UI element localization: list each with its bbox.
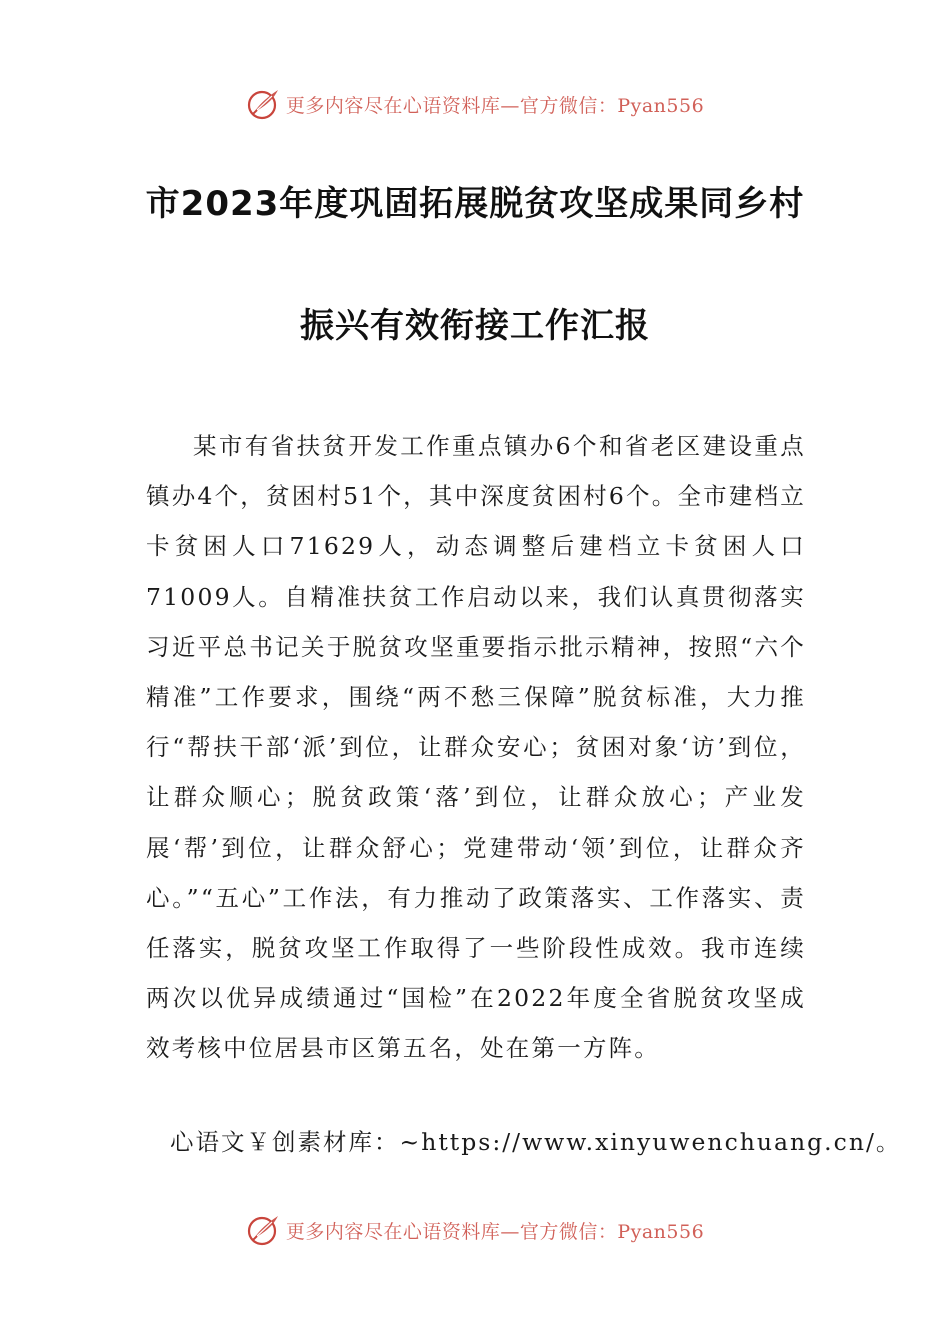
document-title-line-1: 市2023年度巩固拓展脱贫攻坚成果同乡村 <box>145 184 805 224</box>
quill-logo-icon <box>246 86 282 122</box>
body-paragraph: 某市有省扶贫开发工作重点镇办6个和省老区建设重点镇办4个，贫困村51个，其中深度贫困村6个。全市建档立卡贫困人口71629人，动态调整后建档立卡贫困人口71009人。自精准扶贫工作启动以来，我们认真贯彻落实习近平总书记关于脱贫攻坚重要指示批示精神，按照“六个精准”工作要求，围绕“两不愁三保障”脱贫标准，大力推行“帮扶干部‘派’到位，让群众安心；贫困对象‘访’到位，让群众顺心；脱贫政策‘落’到位，让群众放心；产业发展‘帮’到位，让群众舒心；党建带动‘领’到位，让群众齐心。”“五心”工作法，有力推动了政策落实、工作落实、责任落实，脱贫攻坚工作取得了一些阶段性成效。我市连续两次以优异成绩通过“国检”在2022年度全省脱贫攻坚成效考核中位居县市区第五名，处在第一方阵。 <box>146 432 806 1063</box>
footer-watermark-banner <box>0 1208 950 1252</box>
document-title-line-2: 振兴有效衔接工作汇报 <box>300 306 650 346</box>
quill-logo-icon <box>246 1212 282 1248</box>
header-watermark-banner <box>0 82 950 126</box>
source-attribution: 心语文￥创素材库：~https://www.xinyuwenchuang.cn/。 <box>170 1128 902 1156</box>
watermark-text: 更多内容尽在心语资料库—官方微信：Pyan556 <box>285 1220 705 1243</box>
watermark-text: 更多内容尽在心语资料库—官方微信：Pyan556 <box>285 94 705 117</box>
